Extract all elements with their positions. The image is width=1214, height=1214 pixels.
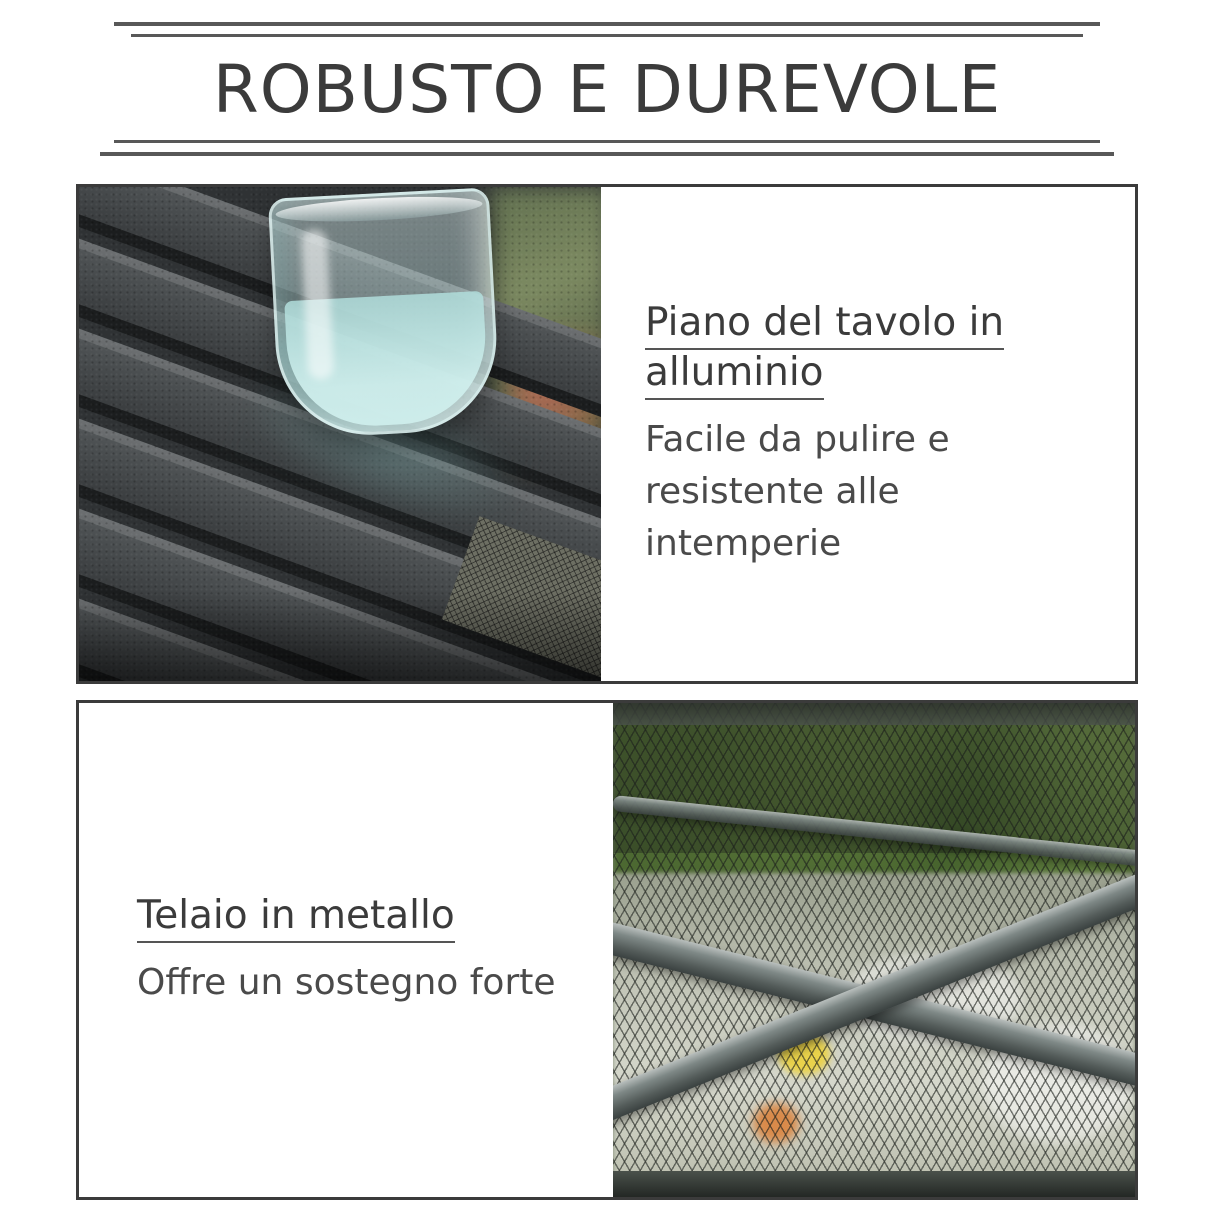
feature-title-text: Telaio in metallo [137,893,455,943]
frame-photo-surface [613,703,1135,1197]
header [0,0,1214,170]
header-top-rule-inner [131,34,1083,37]
photo-bottom-shadow [79,591,601,681]
feature-text-aluminium [601,187,1135,681]
tabletop-surface [79,187,601,681]
feature-card-aluminium-tabletop [76,184,1138,684]
glass-rim [275,193,483,226]
metal-frame-photo [613,703,1135,1197]
feature-title [645,298,1101,398]
feature-title-text: Piano del tavolo in alluminio [645,300,1004,400]
header-bottom-rule-inner [114,140,1100,143]
page-title: ROBUSTO E DUREVOLE [212,51,1002,128]
feature-description: Facile da pulire e resistente alle intemperie [645,419,950,564]
header-top-rule-outer [114,22,1100,26]
feature-text-metal-frame [79,703,613,1197]
drinking-glass [268,187,501,439]
feature-description: Offre un sostegno forte [137,962,556,1003]
photo-top-edge [613,703,1135,725]
feature-card-metal-frame [76,700,1138,1200]
header-bottom-rule-outer [100,152,1114,156]
photo-bottom-edge [613,1171,1135,1197]
tabletop-photo [79,187,601,681]
feature-title [137,891,579,941]
